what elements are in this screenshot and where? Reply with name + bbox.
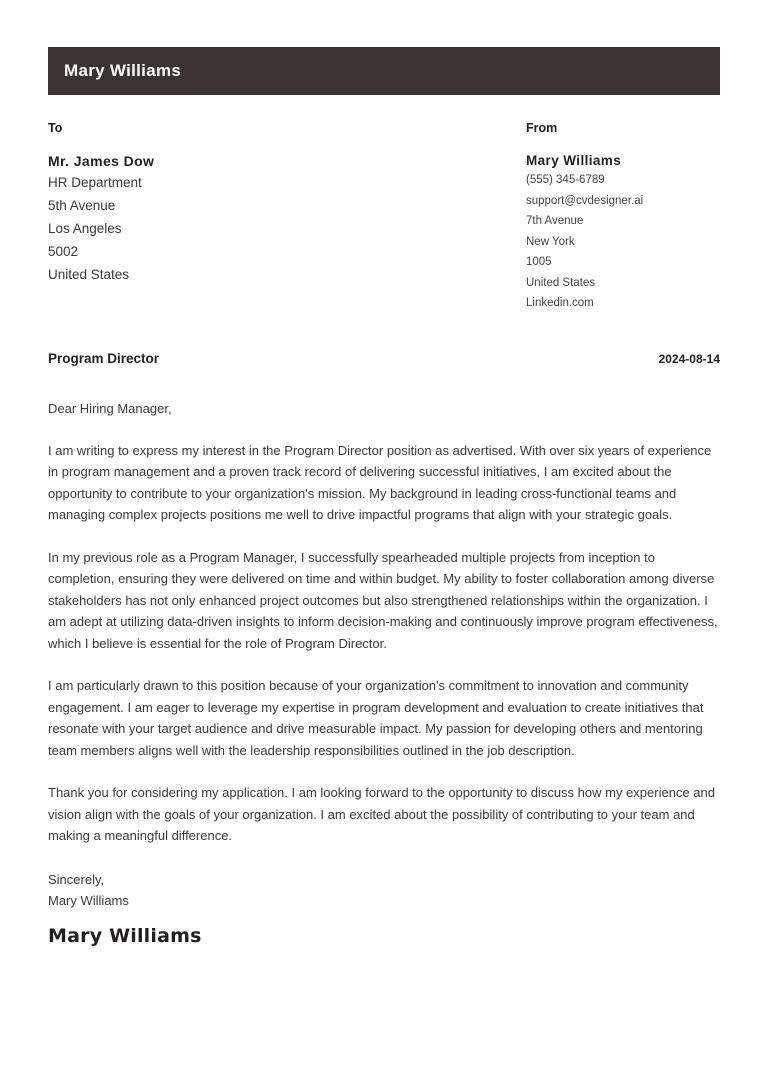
body-paragraph: In my previous role as a Program Manager, I successfully spearheaded multiple projects from inception to completion, ensuring they were delivered on time and within budget. My ability to foster collaboration among diverse stakeholders has not only enhanced project outcomes but also strengthened relationships within the organization. I am adept at utilizing data-driven insights to inform decision-making and continuously improve program effectiveness, which I believe is essential for the role of Program Director. xyxy=(48,549,718,651)
recipient-block xyxy=(48,121,526,287)
document-content xyxy=(48,0,720,947)
body-paragraph: Thank you for considering my application. I am looking forward to the opportunity to discuss how my experience and vision align with the goals of your organization. I am excited about the possibility of contributing to your team and making a meaningful difference. xyxy=(48,785,715,843)
sender-website: Linkedin.com xyxy=(526,297,594,309)
header-applicant-name: Mary Williams xyxy=(64,61,182,80)
sender-name: Mary Williams xyxy=(526,153,622,168)
recipient-line: HR Department xyxy=(48,175,142,190)
sender-email: support@cvdesigner.ai xyxy=(526,194,644,207)
subject-row xyxy=(48,351,720,366)
sender-line: 7th Avenue xyxy=(526,215,584,227)
salutation: Dear Hiring Manager, xyxy=(48,400,172,416)
sender-line: New York xyxy=(526,235,575,248)
sender-phone: (555) 345-6789 xyxy=(526,174,605,186)
closing-block xyxy=(48,869,720,947)
signature: Mary Williams xyxy=(48,924,202,947)
letter-body xyxy=(48,440,720,847)
recipient-line: 5002 xyxy=(48,244,79,259)
recipient-line: United States xyxy=(48,267,130,282)
closing-name: Mary Williams xyxy=(48,892,129,908)
recipient-label: To xyxy=(48,121,63,135)
recipient-name: Mr. James Dow xyxy=(48,153,155,169)
sender-block xyxy=(526,121,720,315)
recipient-line: Los Angeles xyxy=(48,221,122,236)
body-paragraph: I am particularly drawn to this position because of your organization's commitment to innovation and community engagement. I am eager to leverage my expertise in program development and evaluation to create initiatives that resonate with your target audience and drive measurable impact. My passion for developing others and mentoring team members aligns well with the leadership responsibilities outlined in the job description. xyxy=(48,678,704,758)
letter-date: 2024-08-14 xyxy=(658,351,720,366)
document-header-bar xyxy=(48,47,720,95)
sender-line: United States xyxy=(526,276,596,289)
sender-label: From xyxy=(526,121,558,135)
job-title: Program Director xyxy=(48,350,160,366)
address-block xyxy=(48,121,720,315)
recipient-line: 5th Avenue xyxy=(48,198,116,213)
sender-line: 1005 xyxy=(526,256,552,268)
closing-word: Sincerely, xyxy=(48,871,105,887)
body-paragraph: I am writing to express my interest in the Program Director position as advertised. With over six years of experience in program management and a proven track record of delivering successful initiatives, I am excited about the opportunity to contribute to your organization's mission. My background in leading cross-functional teams and managing complex projects positions me well to drive impactful programs that align with your strategic goals. xyxy=(48,442,712,522)
